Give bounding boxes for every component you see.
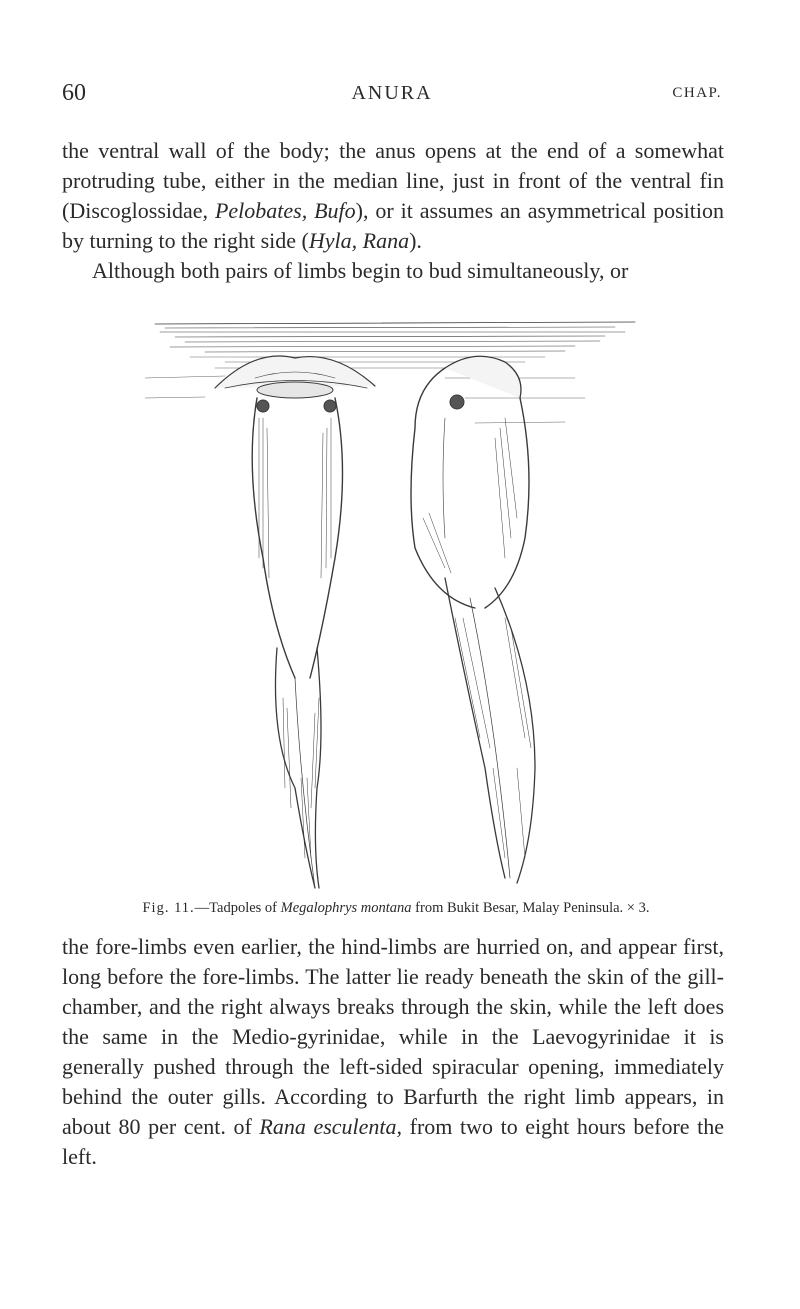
italic-genera: Pelobates, Bufo (214, 198, 356, 223)
italic-species: Rana esculenta, (259, 1114, 403, 1139)
italic-genus: Hyla, (308, 228, 358, 253)
text-line: of the ventral fin (Discoglossidae, (62, 168, 724, 223)
paragraph-bottom (62, 932, 724, 1172)
caption-text: —Tadpoles of (194, 900, 281, 916)
text-line: ). (409, 228, 422, 253)
text-line: Although both pairs of limbs begin to bud simultaneously, or (92, 258, 629, 283)
running-title: ANURA (351, 82, 433, 104)
text-segment: from two to eight hours before the left. (62, 1114, 724, 1169)
figure-label: Fig. 11. (142, 900, 195, 916)
tadpole-illustration (145, 318, 645, 894)
caption-species: Megalophrys montana (280, 900, 412, 916)
text-line: somewhat protruding tube, either in the median line, just in front (62, 138, 724, 193)
running-head (62, 80, 722, 110)
paragraph-top (62, 136, 724, 286)
figure-caption (62, 900, 730, 917)
text-segment: the fore-limbs even earlier, the hind-limbs are hurried on, and appear first, long before the fore-limbs. The latter lie ready beneath the skin of the gill-chamber, and the right always breaks through the skin, while the left does the same in the Medio-gyrinidae, while in the Laevogyrinidae it is generally pushed through the left-sided spiracular opening, immediately behind the outer gills. According to Barfurth the right limb appears, in about 80 per cent. of (62, 934, 724, 1139)
tadpole-drawing (145, 318, 645, 894)
page-number: 60 (62, 80, 86, 106)
text-line: ), or it assumes (355, 198, 494, 223)
text-line: an asymmetrical position by turning to the right side ( (62, 198, 725, 253)
caption-text: from Bukit Besar, Malay Peninsula. × 3. (411, 900, 650, 916)
chapter-label: CHAP. (672, 85, 722, 101)
text-line: the ventral wall of the body; the anus opens at the end of a (62, 138, 626, 163)
italic-genus: Rana (362, 228, 410, 253)
